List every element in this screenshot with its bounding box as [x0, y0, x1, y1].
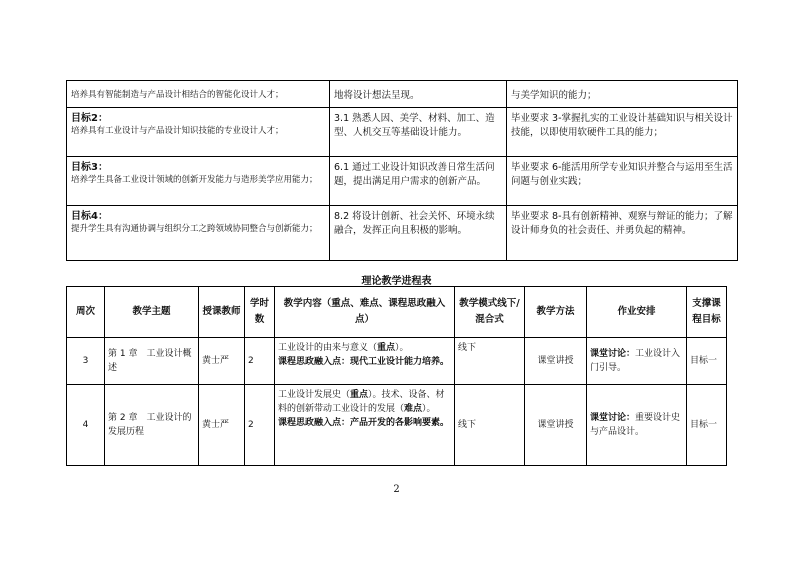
requirement-cell: 毕业要求 8-具有创新精神、观察与辩证的能力；了解设计师身负的社会责任、并勇负起的精神。: [507, 206, 738, 261]
content-cell: [275, 385, 455, 466]
indicator-cell: 地将设计想法呈现。: [330, 81, 507, 108]
hours-cell: 2: [245, 385, 275, 466]
teacher-cell: 黄士严: [199, 338, 245, 385]
header-topic: 教学主题: [105, 287, 199, 338]
requirement-cell: 毕业要求 6-能活用所学专业知识并整合与运用至生活问题与创业实践；: [507, 157, 738, 206]
schedule-table: [66, 286, 727, 466]
schedule-title: 理论教学进程表: [361, 276, 432, 287]
content-cell: [275, 338, 455, 385]
header-week: 周次: [67, 287, 105, 338]
content-text: 工业设计的由来与意义（: [278, 343, 378, 353]
goal-text: 培养具有工业设计与产品设计知识技能的专业设计人才；: [71, 126, 284, 136]
header-target: 支撑课程目标: [687, 287, 727, 338]
week-cell: 4: [67, 385, 105, 466]
goal-title: 目标4：: [71, 211, 108, 222]
table-row: [67, 81, 738, 108]
indicator-cell: 8.2 将设计创新、社会关怀、环境永续融合，发挥正向且积极的影响。: [330, 206, 507, 261]
objectives-table: [66, 80, 738, 261]
table-header-row: [67, 287, 727, 338]
ideology-label: 课程思政融入点：: [278, 418, 351, 428]
homework-label: 课堂讨论：: [590, 413, 636, 423]
table-row: [67, 108, 738, 157]
indicator-cell: 6.1 通过工业设计知识改善日常生活问题，提出满足用户需求的创新产品。: [330, 157, 507, 206]
goal-title: 目标3：: [71, 162, 108, 173]
header-hours: 学时数: [245, 287, 275, 338]
table-row: [67, 206, 738, 261]
goal-title: 目标2：: [71, 113, 108, 124]
requirement-cell: 毕业要求 3-掌握扎实的工业设计基础知识与相关设计技能，以即使用软硬件工具的能力；: [507, 108, 738, 157]
content-text: ）。: [422, 404, 436, 414]
key-point-label: 重点: [350, 390, 369, 400]
difficulty-label: 难点: [404, 404, 423, 414]
ideology-text: 产品开发的各影响要素。: [350, 418, 450, 428]
indicator-cell: 3.1 熟悉人因、美学、材料、加工、造型、人机交互等基础设计能力。: [330, 108, 507, 157]
key-point-label: 重点: [377, 343, 396, 353]
week-cell: 3: [67, 338, 105, 385]
target-cell: 目标一: [687, 385, 727, 466]
homework-cell: [587, 385, 687, 466]
hours-cell: 2: [245, 338, 275, 385]
method-cell: 课堂讲授: [525, 338, 587, 385]
ideology-text: 现代工业设计能力培养。: [350, 357, 450, 367]
content-text: ）。技术、设备、材料的创新带动工业设计的发展（: [278, 390, 445, 414]
homework-cell: [587, 338, 687, 385]
table-row: [67, 385, 727, 466]
goal-cell: [67, 157, 330, 206]
requirement-cell: 与美学知识的能力；: [507, 81, 738, 108]
topic-cell: 第 1 章 工业设计概述: [105, 338, 199, 385]
homework-text: 工业设计入门引导。: [590, 349, 681, 373]
goal-cell: 培养具有智能制造与产品设计相结合的智能化设计人才；: [67, 81, 330, 108]
page-number: 2: [393, 484, 400, 495]
target-cell: 目标一: [687, 338, 727, 385]
goal-cell: [67, 108, 330, 157]
mode-cell: 线下: [455, 385, 525, 466]
header-homework: 作业安排: [587, 287, 687, 338]
goal-text: 提升学生具有沟通协调与组织分工之跨领域协同整合与创新能力；: [71, 224, 318, 234]
homework-label: 课堂讨论：: [590, 349, 636, 359]
header-mode: 教学模式线下/混合式: [455, 287, 525, 338]
content-text: ）。: [395, 343, 409, 353]
goal-text: 培养学生具备工业设计领域的创新开发能力与造形美学应用能力；: [71, 175, 318, 185]
homework-text: 重要设计史与产品设计。: [590, 413, 681, 437]
method-cell: 课堂讲授: [525, 385, 587, 466]
table-row: [67, 338, 727, 385]
header-method: 教学方法: [525, 287, 587, 338]
mode-cell: 线下: [455, 338, 525, 385]
header-content: 教学内容（重点、难点、课程思政融入点）: [275, 287, 455, 338]
teacher-cell: 黄士严: [199, 385, 245, 466]
header-teacher: 授课教师: [199, 287, 245, 338]
goal-cell: [67, 206, 330, 261]
table-row: [67, 157, 738, 206]
topic-cell: 第 2 章 工业设计的发展历程: [105, 385, 199, 466]
content-text: 工业设计发展史（: [278, 390, 351, 400]
ideology-label: 课程思政融入点：: [278, 357, 351, 367]
